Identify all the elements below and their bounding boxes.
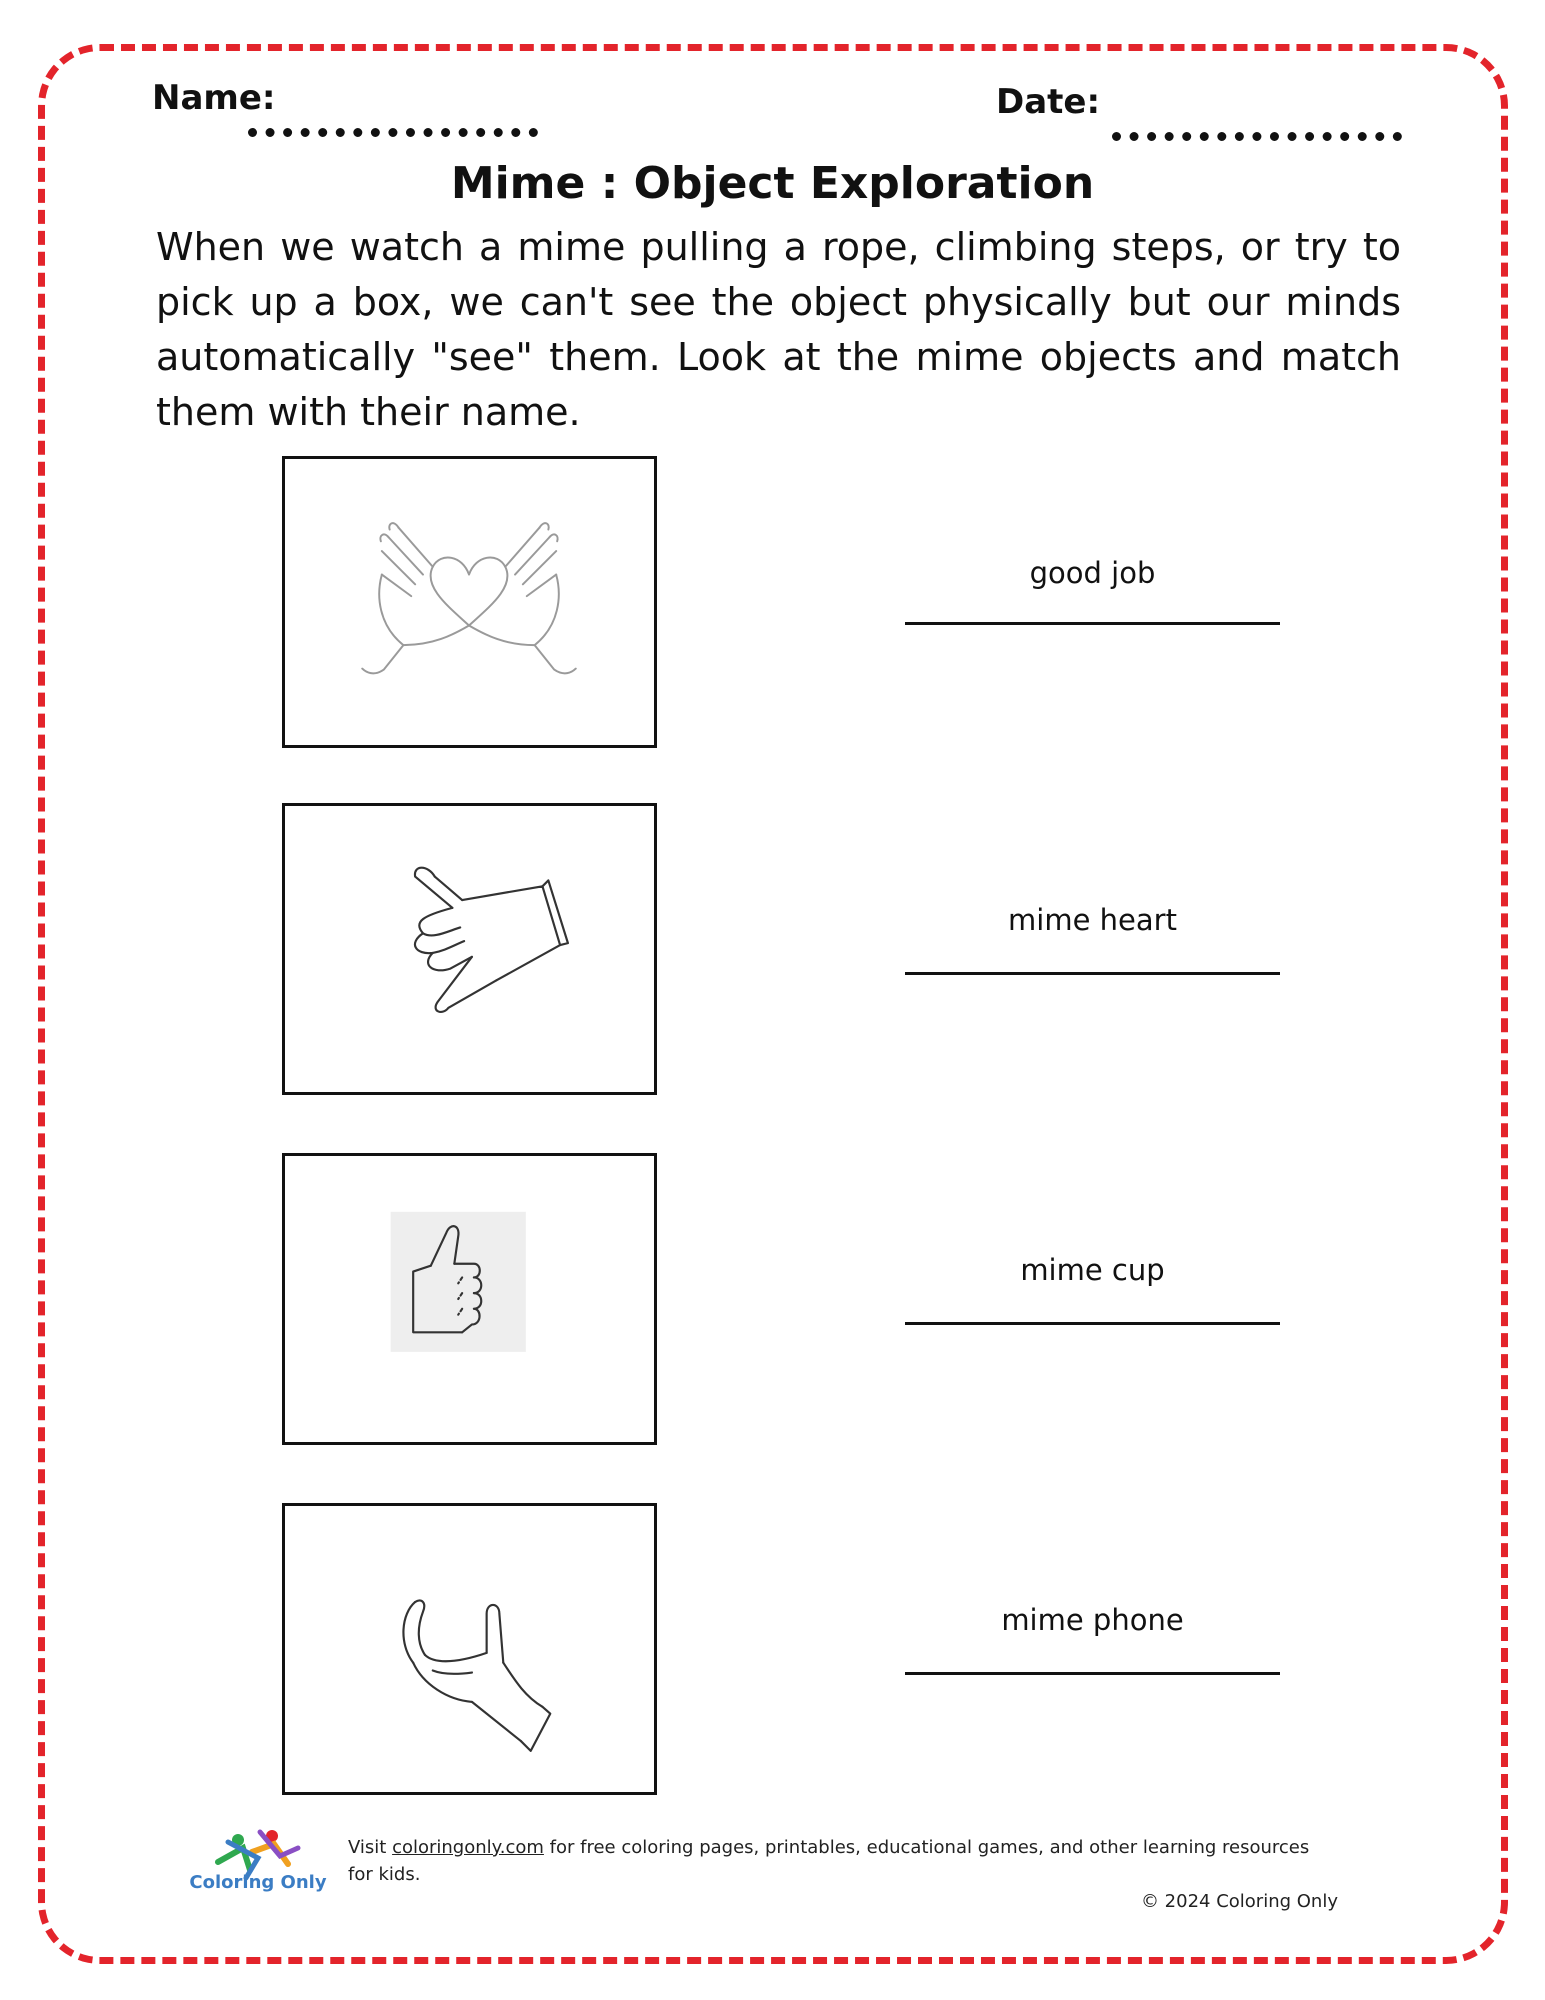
copyright: © 2024 Coloring Only (1140, 1891, 1338, 1912)
answer-label-3: mime cup (1020, 1253, 1165, 1287)
picture-box-2 (282, 803, 657, 1095)
thumbs-up-icon (285, 1156, 654, 1442)
name-blank[interactable] (248, 128, 538, 137)
answer-label-1: good job (1029, 556, 1156, 590)
answer-line-3[interactable] (905, 1322, 1280, 1325)
picture-box-3 (282, 1153, 657, 1445)
picture-box-4 (282, 1503, 657, 1795)
name-label: Name: (152, 78, 276, 118)
answer-line-2[interactable] (905, 972, 1280, 975)
answer-line-4[interactable] (905, 1672, 1280, 1675)
footer-visit-suffix: for free coloring pages, printables, educational games, and other learning resources for kids. (348, 1837, 1310, 1885)
footer-visit-prefix: Visit (348, 1837, 393, 1858)
answer-line-1[interactable] (905, 622, 1280, 625)
picture-box-1 (282, 456, 657, 748)
heart-hands-icon (285, 459, 654, 745)
cup-hand-icon (285, 1506, 654, 1792)
footer-text (348, 1834, 1338, 1915)
answer-label-4: mime phone (1001, 1603, 1184, 1637)
instructions: When we watch a mime pulling a rope, climbing steps, or try to pick up a box, we can't see the object physically but our minds automatically "see" them. Look at the mime objects and match them with their name. (156, 225, 1401, 434)
date-blank[interactable] (1112, 132, 1402, 141)
answer-label-2: mime heart (1008, 903, 1177, 937)
date-label: Date: (996, 82, 1101, 122)
footer-link[interactable]: coloringonly.com (392, 1837, 544, 1858)
logo-text: Coloring Only (189, 1872, 327, 1893)
page-title: Mime : Object Exploration (450, 158, 1095, 209)
phone-hand-icon (285, 806, 654, 1092)
